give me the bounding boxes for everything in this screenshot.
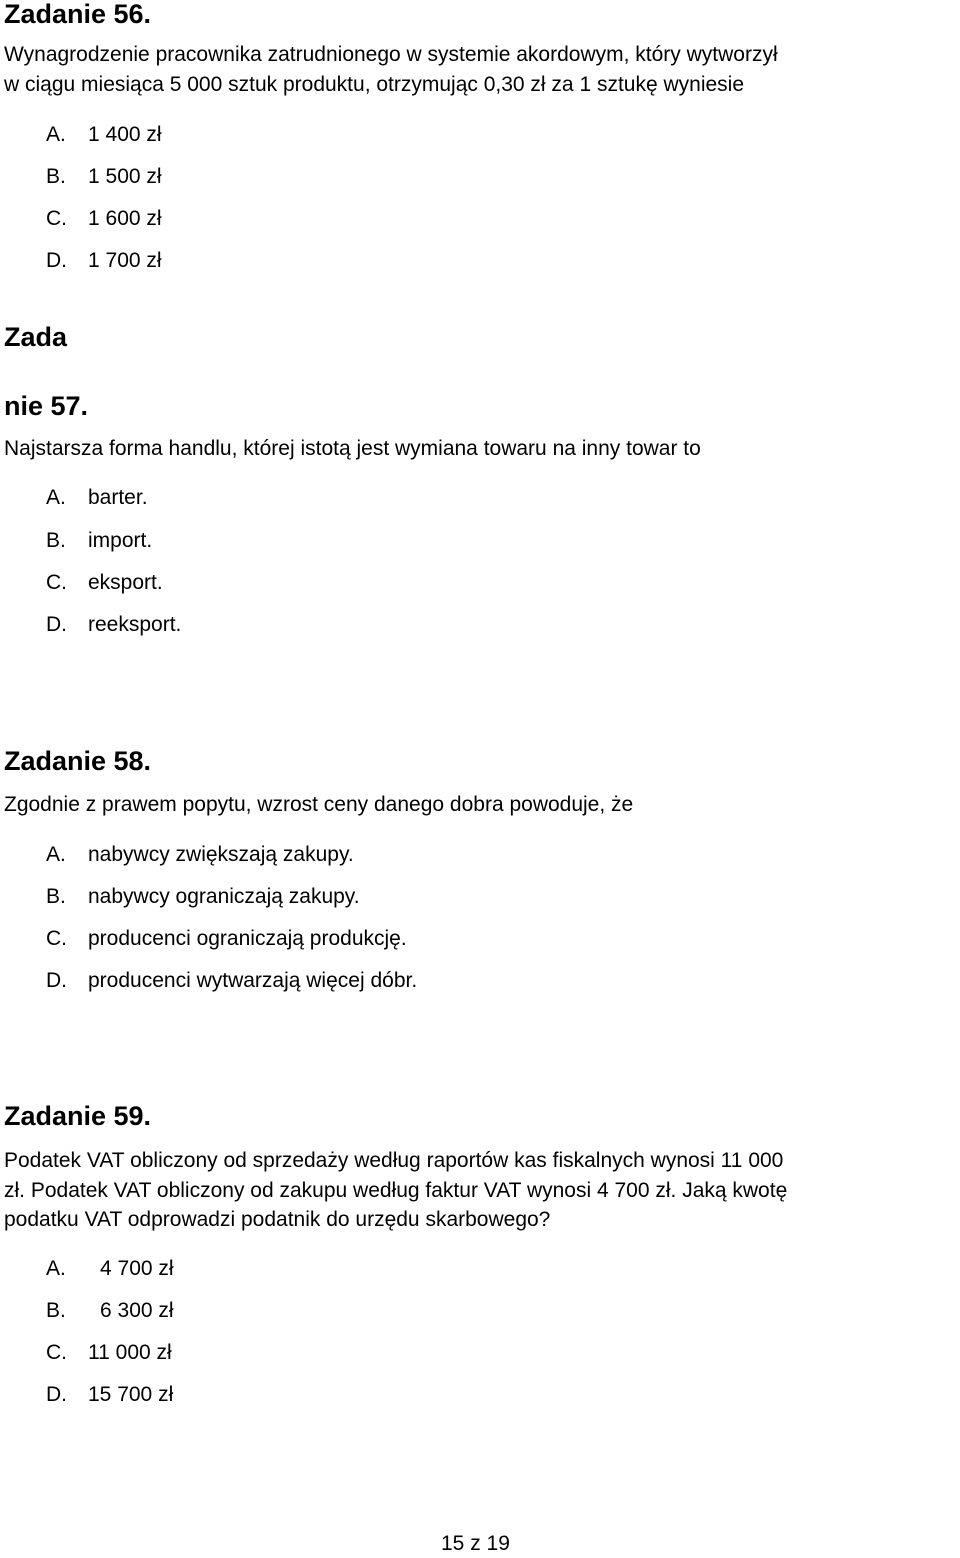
question-59-heading: Zadanie 59.	[4, 1101, 152, 1131]
option-letter: D.	[46, 249, 67, 272]
option-letter: D.	[46, 969, 67, 992]
option-letter: A.	[46, 1257, 66, 1280]
question-57-text: Najstarsza forma handlu, której istotą jest wymiana towaru na inny towar to	[4, 437, 701, 460]
question-57-option-d	[46, 611, 181, 639]
option-text: nabywcy ograniczają zakupy.	[88, 885, 360, 908]
option-text: producenci wytwarzają więcej dóbr.	[88, 969, 418, 992]
question-56-text-line2: w ciągu miesiąca 5 000 sztuk produktu, otrzymując 0,30 zł za 1 sztukę wyniesie	[4, 73, 745, 96]
question-58-heading: Zadanie 58.	[4, 746, 152, 776]
question-57-heading-part1: Zada	[4, 322, 68, 352]
option-letter: A.	[46, 843, 66, 866]
question-56-option-a	[46, 121, 162, 149]
option-letter: D.	[46, 1383, 67, 1406]
option-letter: D.	[46, 613, 67, 636]
option-text: 1 600 zł	[88, 207, 162, 230]
question-56-option-c	[46, 205, 162, 233]
question-56-option-d	[46, 247, 162, 275]
option-text: import.	[88, 529, 153, 552]
page-number: 15 z 19	[441, 1532, 510, 1555]
option-letter: B.	[46, 165, 66, 188]
option-text: 15 700 zł	[88, 1383, 174, 1406]
option-letter: C.	[46, 571, 67, 594]
question-56-heading: Zadanie 56.	[4, 0, 152, 29]
question-59-option-b	[46, 1297, 174, 1325]
option-text: eksport.	[88, 571, 163, 594]
question-58-option-a	[46, 841, 354, 869]
option-text: nabywcy zwiększają zakupy.	[88, 843, 354, 866]
option-text: barter.	[88, 486, 148, 509]
option-letter: C.	[46, 927, 67, 950]
question-57-option-c	[46, 569, 163, 597]
question-58-option-b	[46, 883, 360, 911]
question-59-text-line3: podatku VAT odprowadzi podatnik do urzędu skarbowego?	[4, 1208, 551, 1231]
question-59-option-d	[46, 1381, 173, 1409]
option-text: 6 300 zł	[100, 1299, 174, 1322]
option-letter: C.	[46, 207, 67, 230]
option-text: producenci ograniczają produkcję.	[88, 927, 407, 950]
question-56-text-line1: Wynagrodzenie pracownika zatrudnionego w systemie akordowym, który wytworzył	[4, 43, 778, 66]
option-letter: A.	[46, 123, 66, 146]
question-58-option-c	[46, 925, 407, 953]
question-59-option-c	[46, 1339, 172, 1367]
question-59-text-line2: zł. Podatek VAT obliczony od zakupu według faktur VAT wynosi 4 700 zł. Jaką kwotę	[4, 1179, 788, 1202]
question-57-option-b	[46, 527, 152, 555]
question-58-option-d	[46, 967, 417, 995]
option-letter: B.	[46, 885, 66, 908]
question-59-option-a	[46, 1255, 174, 1283]
option-letter: B.	[46, 1299, 66, 1322]
question-59-text-line1: Podatek VAT obliczony od sprzedaży według raportów kas fiskalnych wynosi 11 000	[4, 1149, 784, 1172]
option-text: 4 700 zł	[100, 1257, 174, 1280]
option-text: reeksport.	[88, 613, 182, 636]
option-letter: C.	[46, 1341, 67, 1364]
option-text: 1 400 zł	[88, 123, 162, 146]
option-text: 1 700 zł	[88, 249, 162, 272]
question-57-heading-part2: nie 57.	[4, 391, 89, 421]
question-57-option-a	[46, 484, 148, 512]
question-56-option-b	[46, 163, 162, 191]
question-58-text: Zgodnie z prawem popytu, wzrost ceny danego dobra powoduje, że	[4, 793, 634, 816]
option-text: 1 500 zł	[88, 165, 162, 188]
option-letter: A.	[46, 486, 66, 509]
option-text: 11 000 zł	[88, 1341, 172, 1364]
option-letter: B.	[46, 529, 66, 552]
